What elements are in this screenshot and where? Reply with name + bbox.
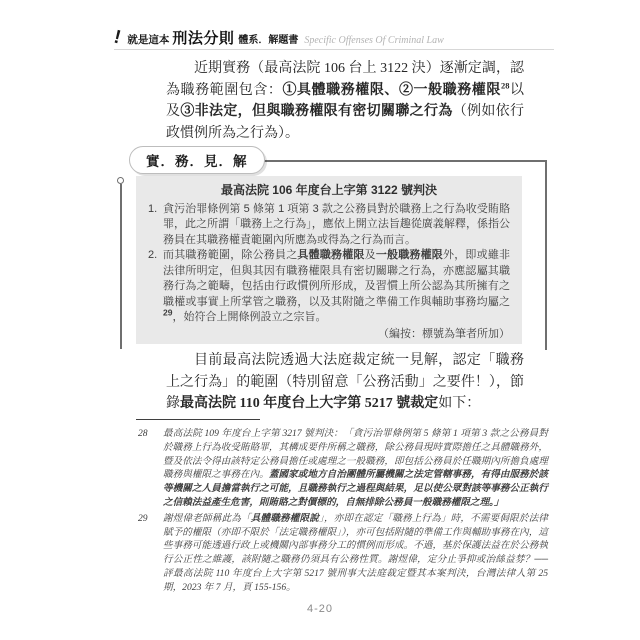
section-label-practice-opinion xyxy=(129,146,265,174)
section-label-text: 實．務．見．解 xyxy=(146,154,248,169)
judgment-item-2-text: 而其職務範圍，除公務員之 xyxy=(163,249,298,261)
header-divider xyxy=(114,49,554,50)
frame-dot-left xyxy=(117,177,124,184)
para2-text-2: 如下： xyxy=(438,396,481,411)
page-header xyxy=(111,26,554,49)
footnote-29-number: 29 xyxy=(138,512,148,524)
footnote-29-text: 謝煜偉老師稱此為「 xyxy=(163,512,251,524)
footnote-28-bold: 蓋國家或地方自治團體所屬機關之法定管轄事務，有得由服務於該等機關之人員擔當執行之可能，且職務執行之過程與結果，足以使公眾對該等事務公正執行之信賴法益產生危害，則賄賂之對價標的，自無排除公務員一般職務權限之理。」 xyxy=(163,469,549,508)
footnote-29 xyxy=(138,512,548,595)
paragraph-recent-practice xyxy=(166,58,524,144)
para2-bold: 最高法院 110 年度台上大字第 5217 號裁定 xyxy=(180,396,439,411)
para1-text-2: 以及 xyxy=(166,82,524,119)
editor-note: （編按：標號為筆者所加） xyxy=(378,327,510,340)
footnote-section xyxy=(138,427,548,597)
frame-line-left xyxy=(120,184,122,349)
judgment-item-1 xyxy=(148,202,510,249)
para1-text: 近期實務（最高法院 106 台上 3122 決）逐漸定調，認為職務範圍包含： xyxy=(166,61,524,98)
page-number: 4-20 xyxy=(306,603,334,615)
para1-bold-1: ①具體職務權限、②一般職務權限 xyxy=(282,82,501,98)
header-title: 刑法分則 xyxy=(172,30,235,47)
item-number-2: 2. xyxy=(148,249,158,261)
footnote-28 xyxy=(138,427,548,510)
judgment-item-2-bold-1: 具體職務權限 xyxy=(297,249,365,261)
paragraph-grand-chamber xyxy=(166,350,524,415)
footnote-divider xyxy=(136,419,260,420)
footnote-28-number: 28 xyxy=(138,428,148,439)
judgment-box xyxy=(136,176,522,344)
header-subtitle-english: Specific Offenses Of Criminal Law xyxy=(304,35,444,46)
frame-line-right xyxy=(545,160,547,350)
header-series: 就是這本 xyxy=(127,34,170,46)
judgment-item-2-bold-2: 一般職務權限 xyxy=(375,249,444,261)
judgment-item-1-text: 貪污治罪條例第 5 條第 1 項第 3 款之公務員對於職務上之行為收受賄賂罪，此之所謂「職務上之行為」，應依上開立法旨趣從廣義解釋，係指公務員在其職務權責範圍內所應為或得為之行為而言。 xyxy=(163,202,510,246)
frame-line-top xyxy=(262,160,546,162)
para1-bold-2: ③非法定，但與職務權限有密切關聯之行為 xyxy=(180,104,453,119)
item-number-1: 1. xyxy=(148,202,158,215)
exclamation-icon: ! xyxy=(111,26,123,49)
judgment-item-2-text-3: 外，即或雖非法律所明定，但與其因有職務權限具有密切關聯之行為，亦應認屬其職務行為之範疇，包括由行政慣例所形成，及習慣上所公認為其所擁有之職權或事實上所掌管之職務，以及其附隨之準備工作與輔助事務均屬之 xyxy=(163,249,511,308)
footnote-29-bold: 具體職務權限說 xyxy=(250,512,319,524)
footnote-ref-28: 28 xyxy=(500,79,510,90)
header-subtitle: 體系．解題書 xyxy=(238,35,299,46)
para2-text: 目前最高法院透過大法庭裁定統一見解，認定「職務上之行為」的範圍（特別留意「公務活動」之要件！），節錄 xyxy=(166,353,524,411)
judgment-item-2 xyxy=(148,248,510,326)
judgment-title: 最高法院 106 年度台上字第 3122 號判決 xyxy=(220,183,438,197)
para1-text-3: （例如依行政慣例所為之行為）。 xyxy=(166,104,525,141)
judgment-item-2-text-4: ，始符合上開條例設立之宗旨。 xyxy=(172,311,327,323)
footnote-ref-29: 29 xyxy=(163,307,173,318)
footnote-28-text: 最高法院 109 年度台上字第 3217 號判決：「貪污治罪條例第 5 條第 1 項第 3 款之公務員對於職務上行為收受賄賂罪，其構成要件所稱之職務，除公務員現時實際擔任之具體職務外，暨及依法令得由該特定公務員擔任或處理之一般職務，即包括公務員於任職期內所擔負處理職務與權限之事務在內。 xyxy=(163,428,548,481)
footnote-29-text-2: 」，亦即在認定「職務上行為」時，不需要侷限於法律賦予的權限（亦即不限於「法定職務權限」），亦可包括附隨的準備工作與輔助事務在內，這些事務可能透過行政上或機關內部事務分工的慣例而形成。不過，基於保護法益在於公務執行公正性之維護，該附隨之職務仍須具有公務性質。謝煜偉，定分止爭抑或治絲益棼？──評最高法院 110 年度台上大字第 5217 號刑事大法庭裁定暨其本案判決，台灣法律人第 25 期，2023 年 7 月，頁 155-156。 xyxy=(163,512,549,593)
judgment-item-2-text-2: 及 xyxy=(364,249,376,261)
